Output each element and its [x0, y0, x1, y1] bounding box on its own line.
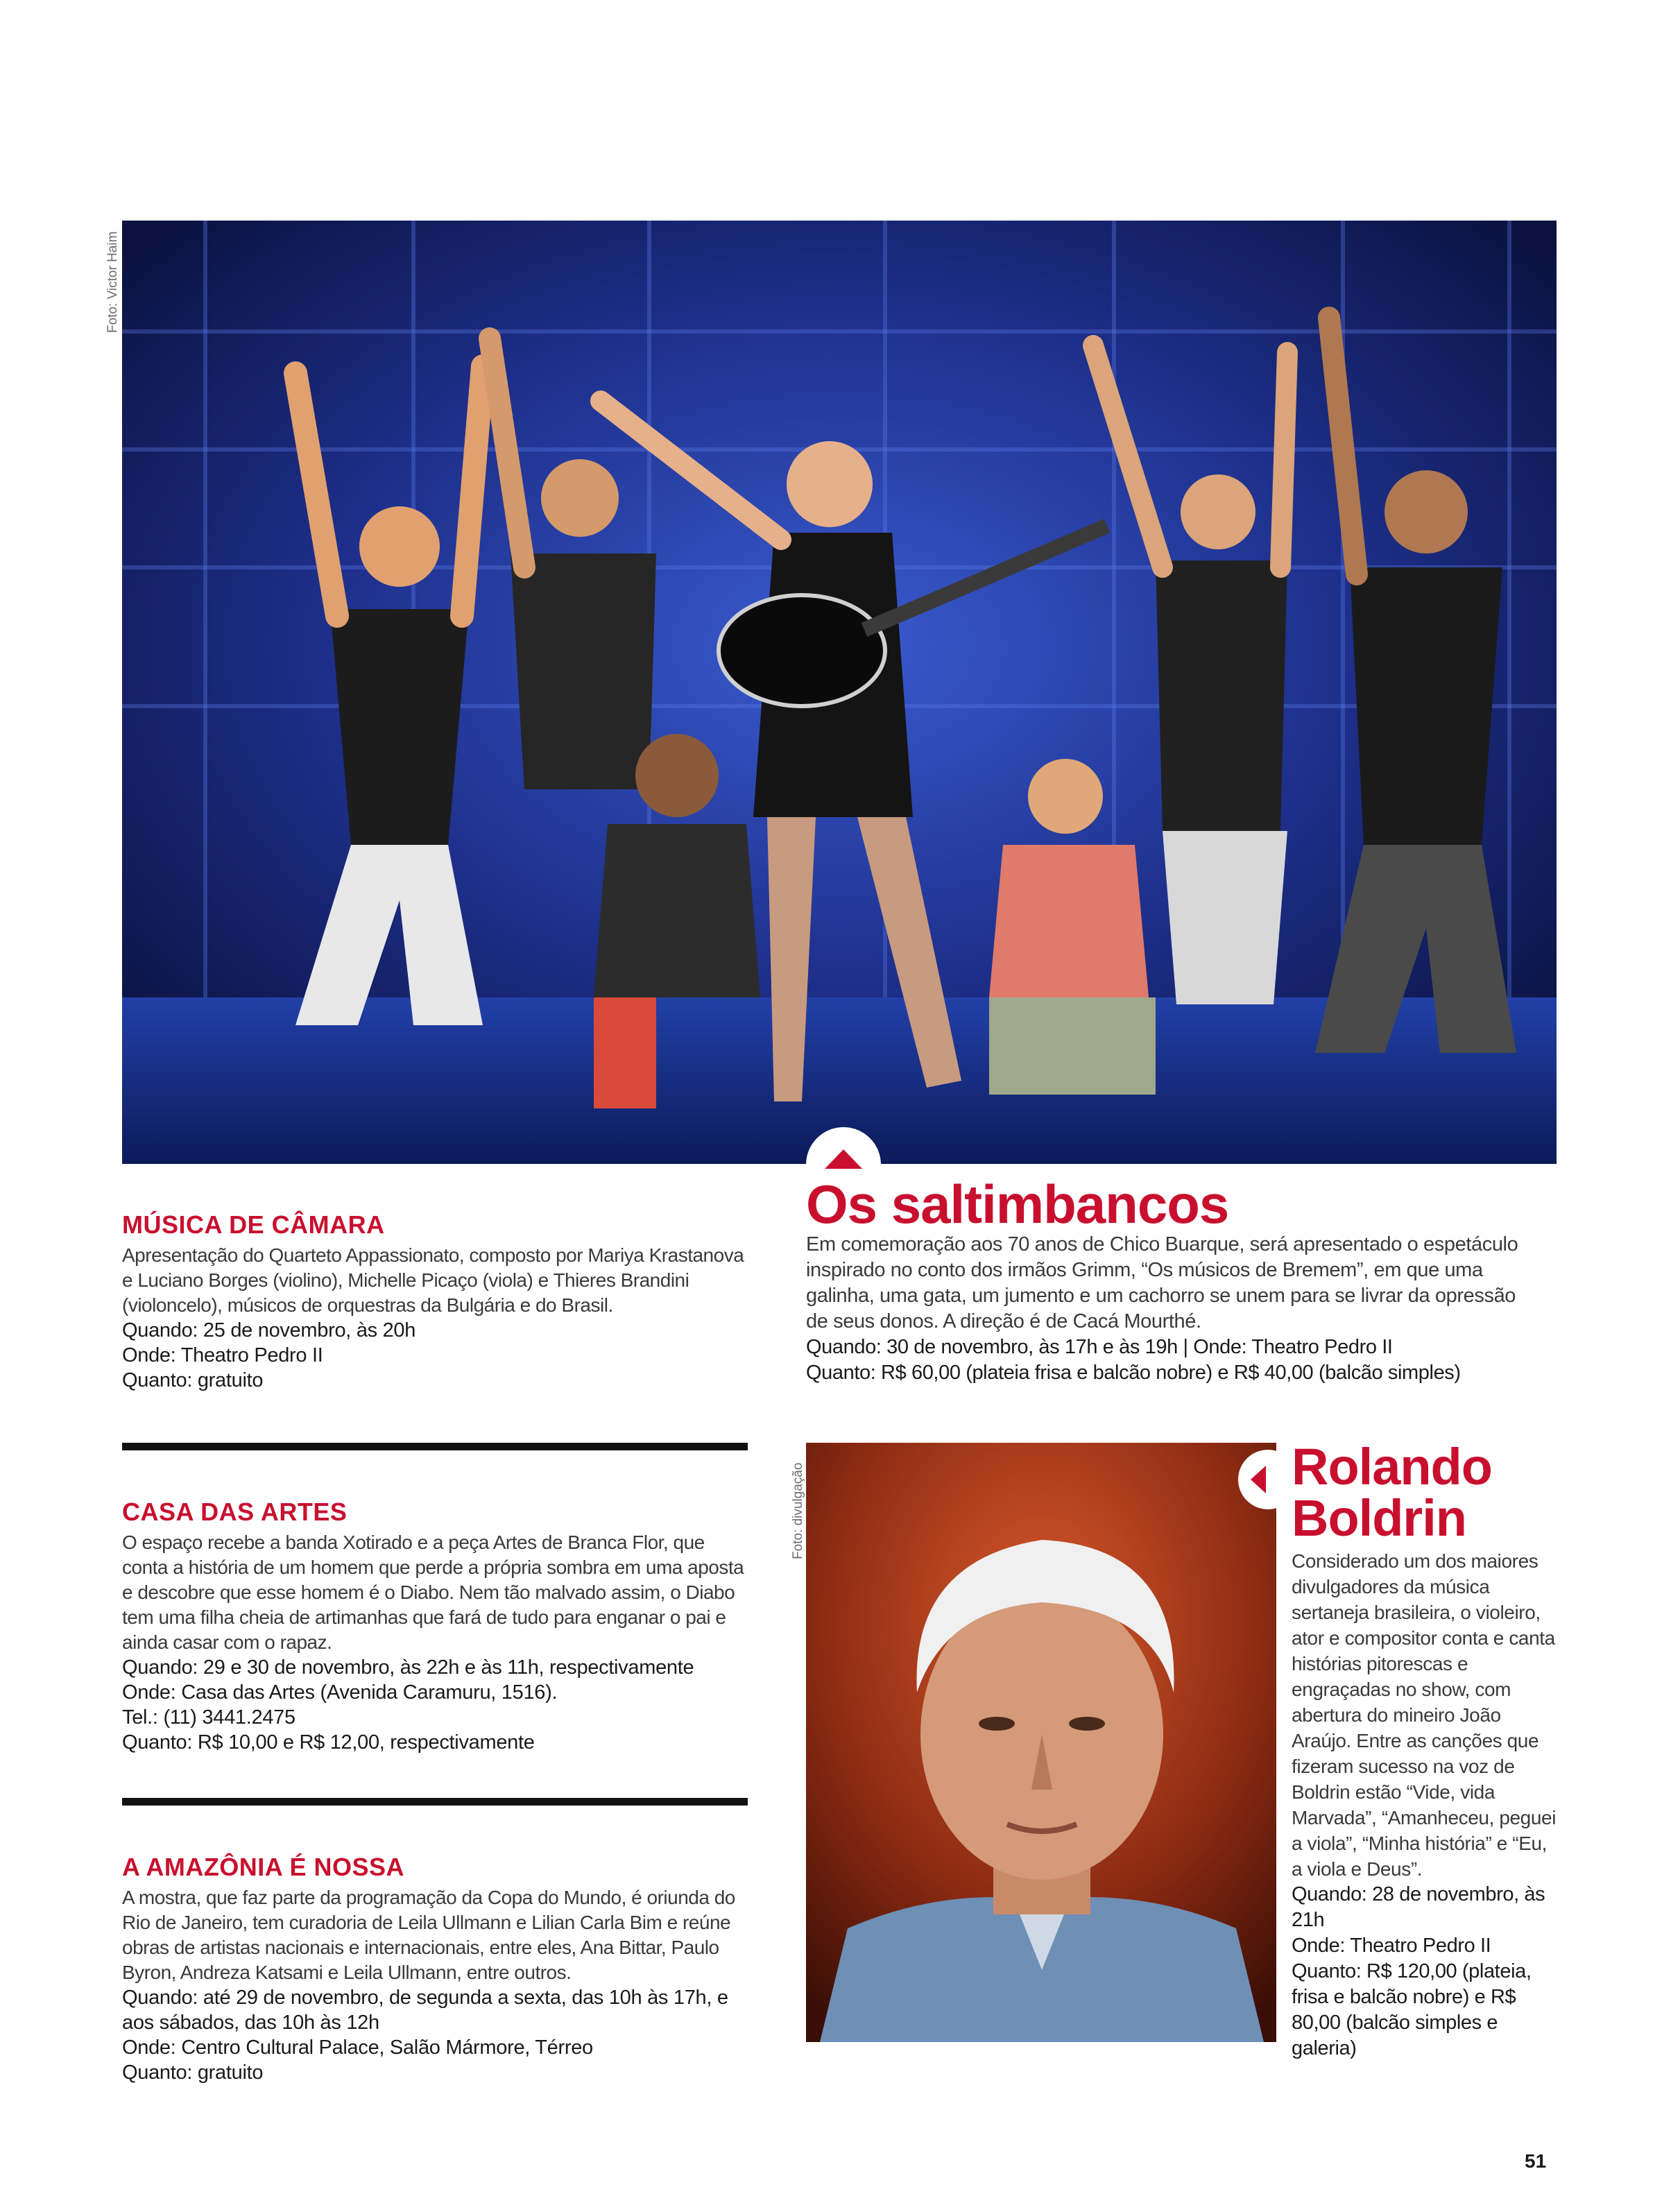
casa-artes-price: Quanto: R$ 10,00 e R$ 12,00, respectivamente — [122, 1731, 535, 1754]
boldrin-body: Considerado um dos maiores divulgadores da música sertaneja brasileira, o violeiro, ator e compositor conta e canta histórias pitorescas e engraçadas no show, com abertura do mineiro João Araújo. Entre as canções que fizeram sucesso na voz de Boldrin estão “Vide, vida Marvada”, “Amanheceu, peguei a viola”, “Minha história” e “Eu, a viola e Deus”. — [1292, 1550, 1557, 1880]
musica-camara-price: Quanto: gratuito — [122, 1369, 264, 1391]
musica-camara-body: Apresentação do Quarteto Appassionato, composto por Mariya Krastanova e Luciano Borges (violino), Michelle Picaço (viola) e Thieres Brandini (violoncelo), músicos de orquestras da Bulgária e do Brasil. — [122, 1244, 744, 1316]
saltimbancos-when-where: Quando: 30 de novembro, às 17h e às 19h | Onde: Theatro Pedro II — [806, 1336, 1393, 1358]
boldrin-portrait-photo — [806, 1443, 1276, 2042]
casa-artes-when: Quando: 29 e 30 de novembro, às 22h e às 11h, respectivamente — [122, 1656, 694, 1679]
amazonia-when: Quando: até 29 de novembro, de segunda a sexta, das 10h às 17h, e aos sábados, das 10h às 12h — [122, 1987, 728, 2034]
saltimbancos-section — [806, 1176, 1527, 1386]
casa-artes-phone: Tel.: (11) 3441.2475 — [122, 1706, 295, 1729]
section-divider — [122, 1443, 748, 1450]
boldrin-when: Quando: 28 de novembro, às 21h — [1292, 1883, 1545, 1931]
portrait-photo-credit: Foto: divulgação — [791, 1462, 805, 1559]
casa-artes-title: CASA DAS ARTES — [122, 1498, 348, 1526]
amazonia-price: Quanto: gratuito — [122, 2061, 264, 2084]
amazonia-title: A AMAZÔNIA É NOSSA — [122, 1853, 405, 1881]
boldrin-where: Onde: Theatro Pedro II — [1292, 1935, 1491, 1957]
boldrin-price: Quanto: R$ 120,00 (plateia, frisa e balcão nobre) e R$ 80,00 (balcão simples e galeria) — [1292, 1960, 1532, 2059]
saltimbancos-title: Os saltimbancos — [806, 1174, 1229, 1235]
amazonia-where: Onde: Centro Cultural Palace, Salão Mármore, Térreo — [122, 2037, 593, 2059]
amazonia-section — [122, 1853, 746, 2085]
boldrin-title-line1: Rolando — [1292, 1438, 1492, 1495]
chevron-left-icon — [1238, 1450, 1298, 1509]
casa-artes-where: Onde: Casa das Artes (Avenida Caramuru, 1516). — [122, 1681, 558, 1704]
musica-camara-when: Quando: 25 de novembro, às 20h — [122, 1319, 416, 1341]
section-divider — [122, 1798, 748, 1806]
boldrin-section — [1292, 1438, 1562, 2061]
hero-stage-photo — [122, 221, 1557, 1164]
saltimbancos-price: Quanto: R$ 60,00 (plateia frisa e balcão nobre) e R$ 40,00 (balcão simples) — [806, 1362, 1461, 1384]
boldrin-title-line2: Boldrin — [1292, 1489, 1466, 1547]
casa-artes-section — [122, 1498, 746, 1755]
saltimbancos-body: Em comemoração aos 70 anos de Chico Buarque, será apresentado o espetáculo inspirado no conto dos irmãos Grimm, “Os músicos de Bremem”, em que uma galinha, uma gata, um jumento e um cachorro se unem para se livrar da opressão de seus donos. A direção é de Cacá Mourthé. — [806, 1233, 1518, 1332]
musica-camara-title: MÚSICA DE CÂMARA — [122, 1210, 385, 1239]
musica-camara-section — [122, 1211, 746, 1393]
page-number: 51 — [1525, 2150, 1547, 2172]
hero-photo-credit: Foto: Victor Haim — [105, 231, 120, 333]
casa-artes-body: O espaço recebe a banda Xotirado e a peça Artes de Branca Flor, que conta a história de um homem que perde a própria sombra em uma aposta e descobre que esse homem é o Diabo. Nem tão malvado assim, o Diabo tem uma filha cheia de artimanhas que fará de tudo para enganar o pai e ainda casar com o rapaz. — [122, 1532, 744, 1653]
musica-camara-where: Onde: Theatro Pedro II — [122, 1344, 323, 1366]
amazonia-body: A mostra, que faz parte da programação da Copa do Mundo, é oriunda do Rio de Janeiro, tem curadoria de Leila Ullmann e Lilian Carla Bim e reúne obras de artistas nacionais e internacionais, entre eles, Ana Bittar, Paulo Byron, Andreza Katsami e Leila Ullmann, entre outros. — [122, 1887, 735, 1983]
boldrin-title — [1292, 1438, 1562, 1547]
